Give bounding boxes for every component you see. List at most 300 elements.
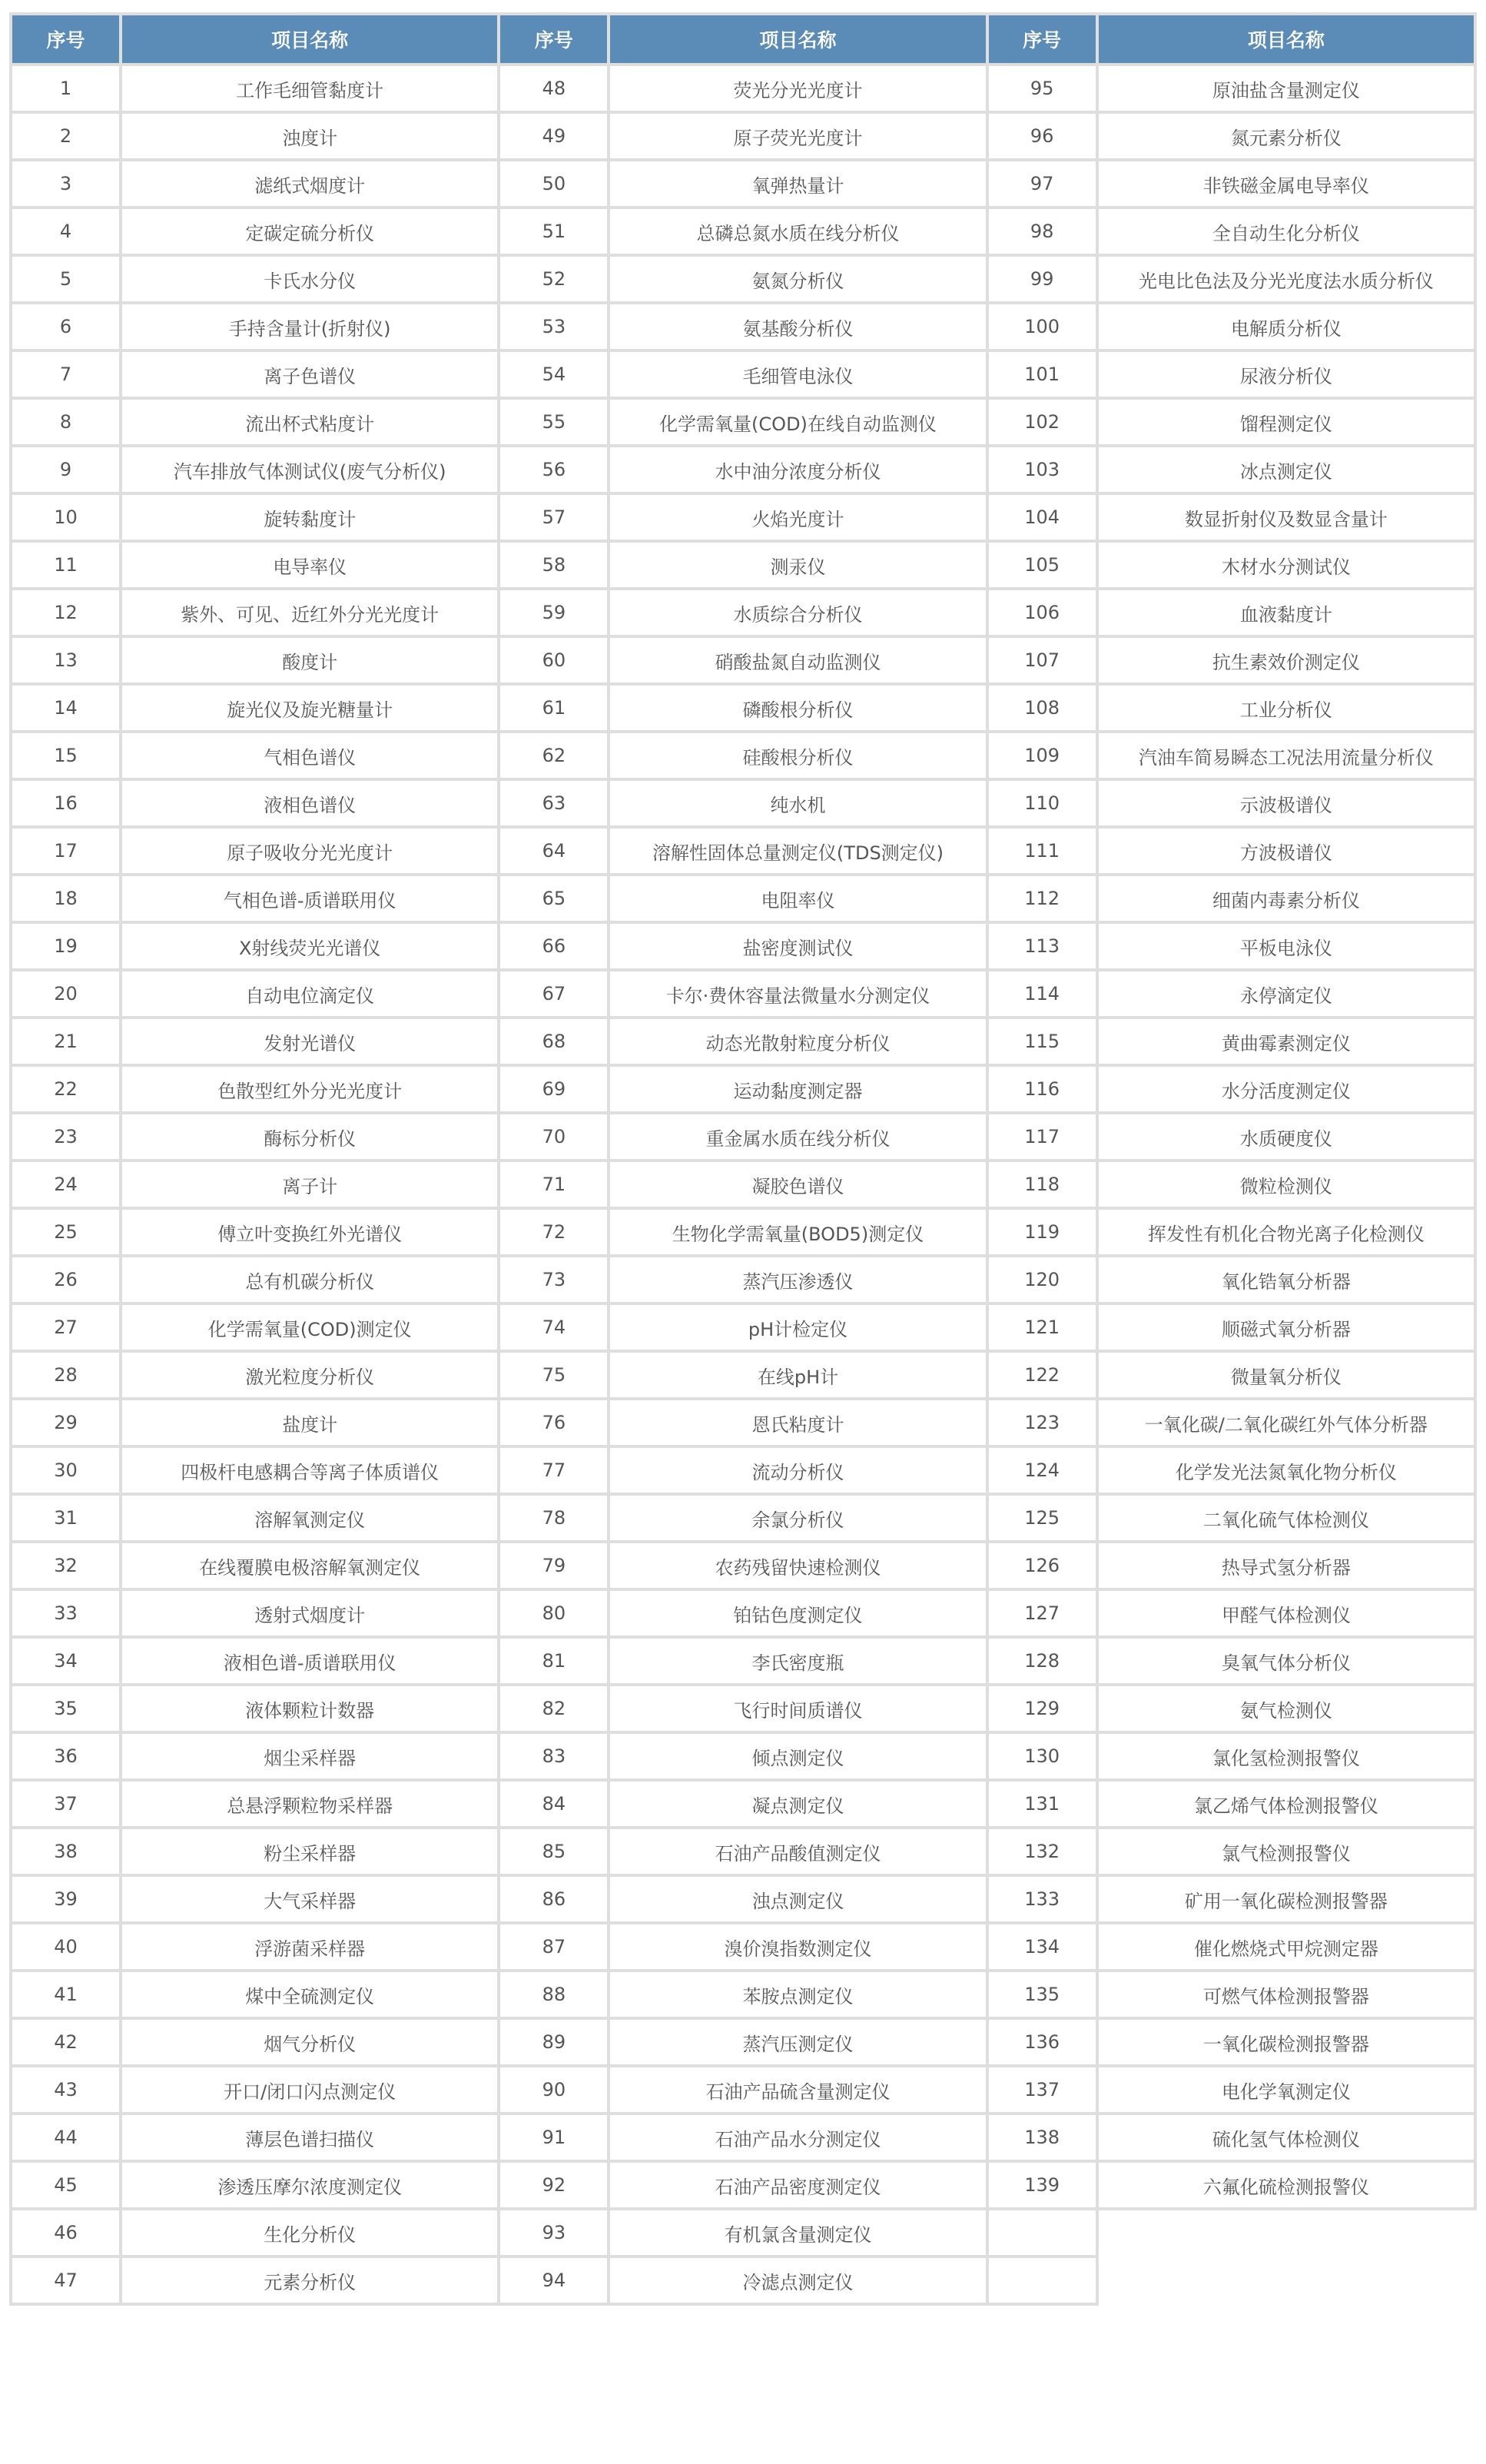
table-row [11,1018,1475,1065]
index-cell: 104 [987,493,1097,541]
name-cell: 运动黏度测定器 [609,1065,987,1113]
table-row [11,1542,1475,1589]
index-cell: 130 [987,1732,1097,1780]
name-cell: 氨气检测仪 [1097,1685,1475,1732]
index-cell: 63 [499,779,609,827]
index-cell: 94 [499,2256,609,2304]
name-cell: 氯气检测报警仪 [1097,1828,1475,1875]
index-cell: 55 [499,398,609,446]
name-cell: 原子荧光光度计 [609,112,987,160]
name-cell: 溶解氧测定仪 [121,1494,499,1542]
index-cell: 39 [11,1875,121,1923]
table-row [11,875,1475,922]
index-cell: 59 [499,589,609,636]
index-cell: 74 [499,1303,609,1351]
index-cell: 58 [499,541,609,589]
name-cell: 六氟化硫检测报警仪 [1097,2161,1475,2209]
table-row [11,1256,1475,1303]
name-cell: 平板电泳仪 [1097,922,1475,970]
index-cell: 54 [499,350,609,398]
name-cell: 石油产品密度测定仪 [609,2161,987,2209]
header-name-3: 项目名称 [1097,14,1475,65]
table-row [11,350,1475,398]
index-cell: 13 [11,636,121,684]
index-cell: 85 [499,1828,609,1875]
name-cell: 化学需氧量(COD)在线自动监测仪 [609,398,987,446]
name-cell: 化学发光法氮氧化物分析仪 [1097,1446,1475,1494]
index-cell: 31 [11,1494,121,1542]
header-index-1: 序号 [11,14,121,65]
table-row [11,65,1475,112]
index-cell: 25 [11,1208,121,1256]
name-cell: 烟气分析仪 [121,2018,499,2066]
header-index-3: 序号 [987,14,1097,65]
name-cell: 原油盐含量测定仪 [1097,65,1475,112]
name-cell: 离子色谱仪 [121,350,499,398]
table-row [11,1589,1475,1637]
name-cell: 水中油分浓度分析仪 [609,446,987,493]
name-cell: 开口/闭口闪点测定仪 [121,2066,499,2114]
name-cell: 硅酸根分析仪 [609,732,987,779]
name-cell: 总悬浮颗粒物采样器 [121,1780,499,1828]
name-cell: 酶标分析仪 [121,1113,499,1161]
index-cell: 110 [987,779,1097,827]
index-cell: 41 [11,1971,121,2018]
index-cell [987,2209,1097,2256]
name-cell: 数显折射仪及数显含量计 [1097,493,1475,541]
index-cell: 8 [11,398,121,446]
name-cell: 煤中全硫测定仪 [121,1971,499,2018]
name-cell: 一氧化碳检测报警器 [1097,2018,1475,2066]
name-cell: 可燃气体检测报警器 [1097,1971,1475,2018]
index-cell: 22 [11,1065,121,1113]
table-row [11,1161,1475,1208]
index-cell: 77 [499,1446,609,1494]
index-cell: 40 [11,1923,121,1971]
index-cell: 19 [11,922,121,970]
name-cell: 液相色谱-质谱联用仪 [121,1637,499,1685]
index-cell: 64 [499,827,609,875]
index-cell: 4 [11,208,121,255]
index-cell: 81 [499,1637,609,1685]
index-cell: 90 [499,2066,609,2114]
index-cell: 95 [987,65,1097,112]
index-cell: 57 [499,493,609,541]
name-cell: 流出杯式粘度计 [121,398,499,446]
name-cell: 李氏密度瓶 [609,1637,987,1685]
index-cell: 121 [987,1303,1097,1351]
name-cell: 测汞仪 [609,541,987,589]
index-cell: 93 [499,2209,609,2256]
table-row [11,779,1475,827]
table-row [11,1446,1475,1494]
table-row [11,1923,1475,1971]
header-name-1: 项目名称 [121,14,499,65]
name-cell: X射线荧光光谱仪 [121,922,499,970]
index-cell: 89 [499,2018,609,2066]
index-cell: 114 [987,970,1097,1018]
name-cell: 原子吸收分光光度计 [121,827,499,875]
table-row [11,2018,1475,2066]
index-cell: 6 [11,303,121,350]
name-cell: 示波极谱仪 [1097,779,1475,827]
name-cell: 盐密度测试仪 [609,922,987,970]
table-row [11,1399,1475,1446]
table-row [11,1732,1475,1780]
index-cell: 80 [499,1589,609,1637]
name-cell: 电解质分析仪 [1097,303,1475,350]
index-cell: 16 [11,779,121,827]
name-cell: 氧化锆氧分析器 [1097,1256,1475,1303]
name-cell: 生化分析仪 [121,2209,499,2256]
table-row [11,1065,1475,1113]
table-row [11,1780,1475,1828]
index-cell: 71 [499,1161,609,1208]
index-cell: 122 [987,1351,1097,1399]
index-cell: 66 [499,922,609,970]
index-cell: 88 [499,1971,609,2018]
name-cell: 微量氧分析仪 [1097,1351,1475,1399]
index-cell: 38 [11,1828,121,1875]
index-cell [987,2256,1097,2304]
table-row [11,1828,1475,1875]
name-cell: 全自动生化分析仪 [1097,208,1475,255]
index-cell: 137 [987,2066,1097,2114]
name-cell: 在线覆膜电极溶解氧测定仪 [121,1542,499,1589]
index-cell: 75 [499,1351,609,1399]
index-cell: 117 [987,1113,1097,1161]
name-cell: 浊点测定仪 [609,1875,987,1923]
index-cell: 2 [11,112,121,160]
index-cell: 20 [11,970,121,1018]
name-cell: 蒸汽压测定仪 [609,2018,987,2066]
name-cell: 余氯分析仪 [609,1494,987,1542]
name-cell: 酸度计 [121,636,499,684]
index-cell: 60 [499,636,609,684]
index-cell: 5 [11,255,121,303]
table-row [11,732,1475,779]
table-row [11,589,1475,636]
table-row [11,1113,1475,1161]
index-cell: 105 [987,541,1097,589]
name-cell: 蒸汽压渗透仪 [609,1256,987,1303]
name-cell: 铂钴色度测定仪 [609,1589,987,1637]
name-cell: 薄层色谱扫描仪 [121,2114,499,2161]
name-cell: 冰点测定仪 [1097,446,1475,493]
name-cell: 挥发性有机化合物光离子化检测仪 [1097,1208,1475,1256]
index-cell: 29 [11,1399,121,1446]
name-cell: 溴价溴指数测定仪 [609,1923,987,1971]
table-row [11,2066,1475,2114]
name-cell: 恩氏粘度计 [609,1399,987,1446]
index-cell: 28 [11,1351,121,1399]
name-cell: 纯水机 [609,779,987,827]
name-cell: 硫化氢气体检测仪 [1097,2114,1475,2161]
index-cell: 135 [987,1971,1097,2018]
name-cell: 氧弹热量计 [609,160,987,208]
name-cell: 氯化氢检测报警仪 [1097,1732,1475,1780]
name-cell: 血液黏度计 [1097,589,1475,636]
table-row [11,2209,1475,2256]
index-cell: 103 [987,446,1097,493]
index-cell: 99 [987,255,1097,303]
name-cell: 毛细管电泳仪 [609,350,987,398]
index-cell: 92 [499,2161,609,2209]
table-row [11,827,1475,875]
index-cell: 24 [11,1161,121,1208]
index-cell: 33 [11,1589,121,1637]
name-cell: 馏程测定仪 [1097,398,1475,446]
name-cell: 飞行时间质谱仪 [609,1685,987,1732]
name-cell: pH计检定仪 [609,1303,987,1351]
table-row [11,303,1475,350]
index-cell: 50 [499,160,609,208]
index-cell: 34 [11,1637,121,1685]
index-cell: 36 [11,1732,121,1780]
index-cell: 72 [499,1208,609,1256]
index-cell: 26 [11,1256,121,1303]
table-row [11,541,1475,589]
index-cell: 15 [11,732,121,779]
index-cell: 27 [11,1303,121,1351]
header-name-2: 项目名称 [609,14,987,65]
table-row [11,1494,1475,1542]
index-cell: 23 [11,1113,121,1161]
table-row [11,1685,1475,1732]
name-cell: 非铁磁金属电导率仪 [1097,160,1475,208]
name-cell: 紫外、可见、近红外分光光度计 [121,589,499,636]
table-row [11,970,1475,1018]
table-row [11,1971,1475,2018]
index-cell: 116 [987,1065,1097,1113]
index-cell: 87 [499,1923,609,1971]
name-cell: 倾点测定仪 [609,1732,987,1780]
index-cell: 134 [987,1923,1097,1971]
index-cell: 102 [987,398,1097,446]
name-cell: 离子计 [121,1161,499,1208]
name-cell: 水质硬度仪 [1097,1113,1475,1161]
name-cell: 电阻率仪 [609,875,987,922]
index-cell: 82 [499,1685,609,1732]
name-cell: 苯胺点测定仪 [609,1971,987,2018]
name-cell: 滤纸式烟度计 [121,160,499,208]
name-cell: 液相色谱仪 [121,779,499,827]
index-cell: 84 [499,1780,609,1828]
name-cell: 工业分析仪 [1097,684,1475,732]
table-row [11,255,1475,303]
name-cell: 渗透压摩尔浓度测定仪 [121,2161,499,2209]
index-cell: 53 [499,303,609,350]
index-cell: 120 [987,1256,1097,1303]
index-cell: 115 [987,1018,1097,1065]
index-cell: 52 [499,255,609,303]
index-cell: 79 [499,1542,609,1589]
name-cell: 甲醛气体检测仪 [1097,1589,1475,1637]
index-cell: 113 [987,922,1097,970]
name-cell: 气相色谱-质谱联用仪 [121,875,499,922]
index-cell: 119 [987,1208,1097,1256]
index-cell: 70 [499,1113,609,1161]
name-cell: 磷酸根分析仪 [609,684,987,732]
name-cell: 石油产品硫含量测定仪 [609,2066,987,2114]
index-cell: 65 [499,875,609,922]
index-cell: 56 [499,446,609,493]
name-cell: 总磷总氮水质在线分析仪 [609,208,987,255]
name-cell: 硝酸盐氮自动监测仪 [609,636,987,684]
table-row [11,398,1475,446]
name-cell: 永停滴定仪 [1097,970,1475,1018]
table-row [11,446,1475,493]
index-cell: 48 [499,65,609,112]
index-cell: 62 [499,732,609,779]
header-index-2: 序号 [499,14,609,65]
table-row [11,1303,1475,1351]
name-cell [1097,2209,1475,2256]
name-cell: 重金属水质在线分析仪 [609,1113,987,1161]
instrument-table [9,12,1477,2306]
index-cell: 129 [987,1685,1097,1732]
table-row [11,1637,1475,1685]
name-cell: 氮元素分析仪 [1097,112,1475,160]
index-cell: 96 [987,112,1097,160]
index-cell: 86 [499,1875,609,1923]
name-cell: 有机氯含量测定仪 [609,2209,987,2256]
name-cell: 盐度计 [121,1399,499,1446]
name-cell: 旋转黏度计 [121,493,499,541]
name-cell: 微粒检测仪 [1097,1161,1475,1208]
table-row [11,2256,1475,2304]
name-cell: 总有机碳分析仪 [121,1256,499,1303]
name-cell: 工作毛细管黏度计 [121,65,499,112]
name-cell: 冷滤点测定仪 [609,2256,987,2304]
index-cell: 11 [11,541,121,589]
table-row [11,684,1475,732]
index-cell: 3 [11,160,121,208]
name-cell: 色散型红外分光光度计 [121,1065,499,1113]
name-cell: 石油产品水分测定仪 [609,2114,987,2161]
name-cell: 氯乙烯气体检测报警仪 [1097,1780,1475,1828]
table-row [11,1208,1475,1256]
index-cell: 21 [11,1018,121,1065]
index-cell: 139 [987,2161,1097,2209]
name-cell: 水分活度测定仪 [1097,1065,1475,1113]
index-cell: 128 [987,1637,1097,1685]
index-cell: 76 [499,1399,609,1446]
index-cell: 32 [11,1542,121,1589]
index-cell: 112 [987,875,1097,922]
name-cell: 尿液分析仪 [1097,350,1475,398]
name-cell: 光电比色法及分光光度法水质分析仪 [1097,255,1475,303]
name-cell: 旋光仪及旋光糖量计 [121,684,499,732]
name-cell: 透射式烟度计 [121,1589,499,1637]
index-cell: 47 [11,2256,121,2304]
name-cell: 气相色谱仪 [121,732,499,779]
name-cell: 浮游菌采样器 [121,1923,499,1971]
name-cell: 激光粒度分析仪 [121,1351,499,1399]
index-cell: 97 [987,160,1097,208]
name-cell: 火焰光度计 [609,493,987,541]
name-cell: 顺磁式氧分析器 [1097,1303,1475,1351]
index-cell: 1 [11,65,121,112]
name-cell: 抗生素效价测定仪 [1097,636,1475,684]
name-cell: 方波极谱仪 [1097,827,1475,875]
name-cell: 农药残留快速检测仪 [609,1542,987,1589]
index-cell: 61 [499,684,609,732]
index-cell: 43 [11,2066,121,2114]
name-cell: 溶解性固体总量测定仪(TDS测定仪) [609,827,987,875]
table-row [11,112,1475,160]
name-cell: 热导式氢分析器 [1097,1542,1475,1589]
index-cell: 109 [987,732,1097,779]
name-cell: 黄曲霉素测定仪 [1097,1018,1475,1065]
index-cell: 42 [11,2018,121,2066]
index-cell: 124 [987,1446,1097,1494]
index-cell: 111 [987,827,1097,875]
name-cell: 凝胶色谱仪 [609,1161,987,1208]
name-cell: 定碳定硫分析仪 [121,208,499,255]
name-cell: 浊度计 [121,112,499,160]
name-cell: 汽车排放气体测试仪(废气分析仪) [121,446,499,493]
index-cell: 123 [987,1399,1097,1446]
index-cell: 10 [11,493,121,541]
table-row [11,2161,1475,2209]
index-cell: 51 [499,208,609,255]
name-cell: 一氧化碳/二氧化碳红外气体分析器 [1097,1399,1475,1446]
table-row [11,636,1475,684]
name-cell: 手持含量计(折射仪) [121,303,499,350]
name-cell: 凝点测定仪 [609,1780,987,1828]
name-cell: 生物化学需氧量(BOD5)测定仪 [609,1208,987,1256]
name-cell: 二氧化硫气体检测仪 [1097,1494,1475,1542]
index-cell: 136 [987,2018,1097,2066]
table-row [11,208,1475,255]
name-cell: 催化燃烧式甲烷测定器 [1097,1923,1475,1971]
name-cell: 氨基酸分析仪 [609,303,987,350]
name-cell: 汽油车简易瞬态工况法用流量分析仪 [1097,732,1475,779]
name-cell: 矿用一氧化碳检测报警器 [1097,1875,1475,1923]
index-cell: 69 [499,1065,609,1113]
index-cell: 9 [11,446,121,493]
index-cell: 73 [499,1256,609,1303]
name-cell: 发射光谱仪 [121,1018,499,1065]
table-row [11,2114,1475,2161]
name-cell: 流动分析仪 [609,1446,987,1494]
name-cell: 臭氧气体分析仪 [1097,1637,1475,1685]
index-cell: 14 [11,684,121,732]
index-cell: 118 [987,1161,1097,1208]
name-cell: 四极杆电感耦合等离子体质谱仪 [121,1446,499,1494]
index-cell: 126 [987,1542,1097,1589]
name-cell: 石油产品酸值测定仪 [609,1828,987,1875]
name-cell: 液体颗粒计数器 [121,1685,499,1732]
table-row [11,1351,1475,1399]
index-cell: 108 [987,684,1097,732]
name-cell: 木材水分测试仪 [1097,541,1475,589]
name-cell: 氨氮分析仪 [609,255,987,303]
name-cell: 卡氏水分仪 [121,255,499,303]
index-cell: 91 [499,2114,609,2161]
table-row [11,493,1475,541]
name-cell: 卡尔·费休容量法微量水分测定仪 [609,970,987,1018]
table-row [11,1875,1475,1923]
index-cell: 133 [987,1875,1097,1923]
index-cell: 132 [987,1828,1097,1875]
index-cell: 127 [987,1589,1097,1637]
index-cell: 17 [11,827,121,875]
index-cell: 67 [499,970,609,1018]
index-cell: 106 [987,589,1097,636]
name-cell: 元素分析仪 [121,2256,499,2304]
